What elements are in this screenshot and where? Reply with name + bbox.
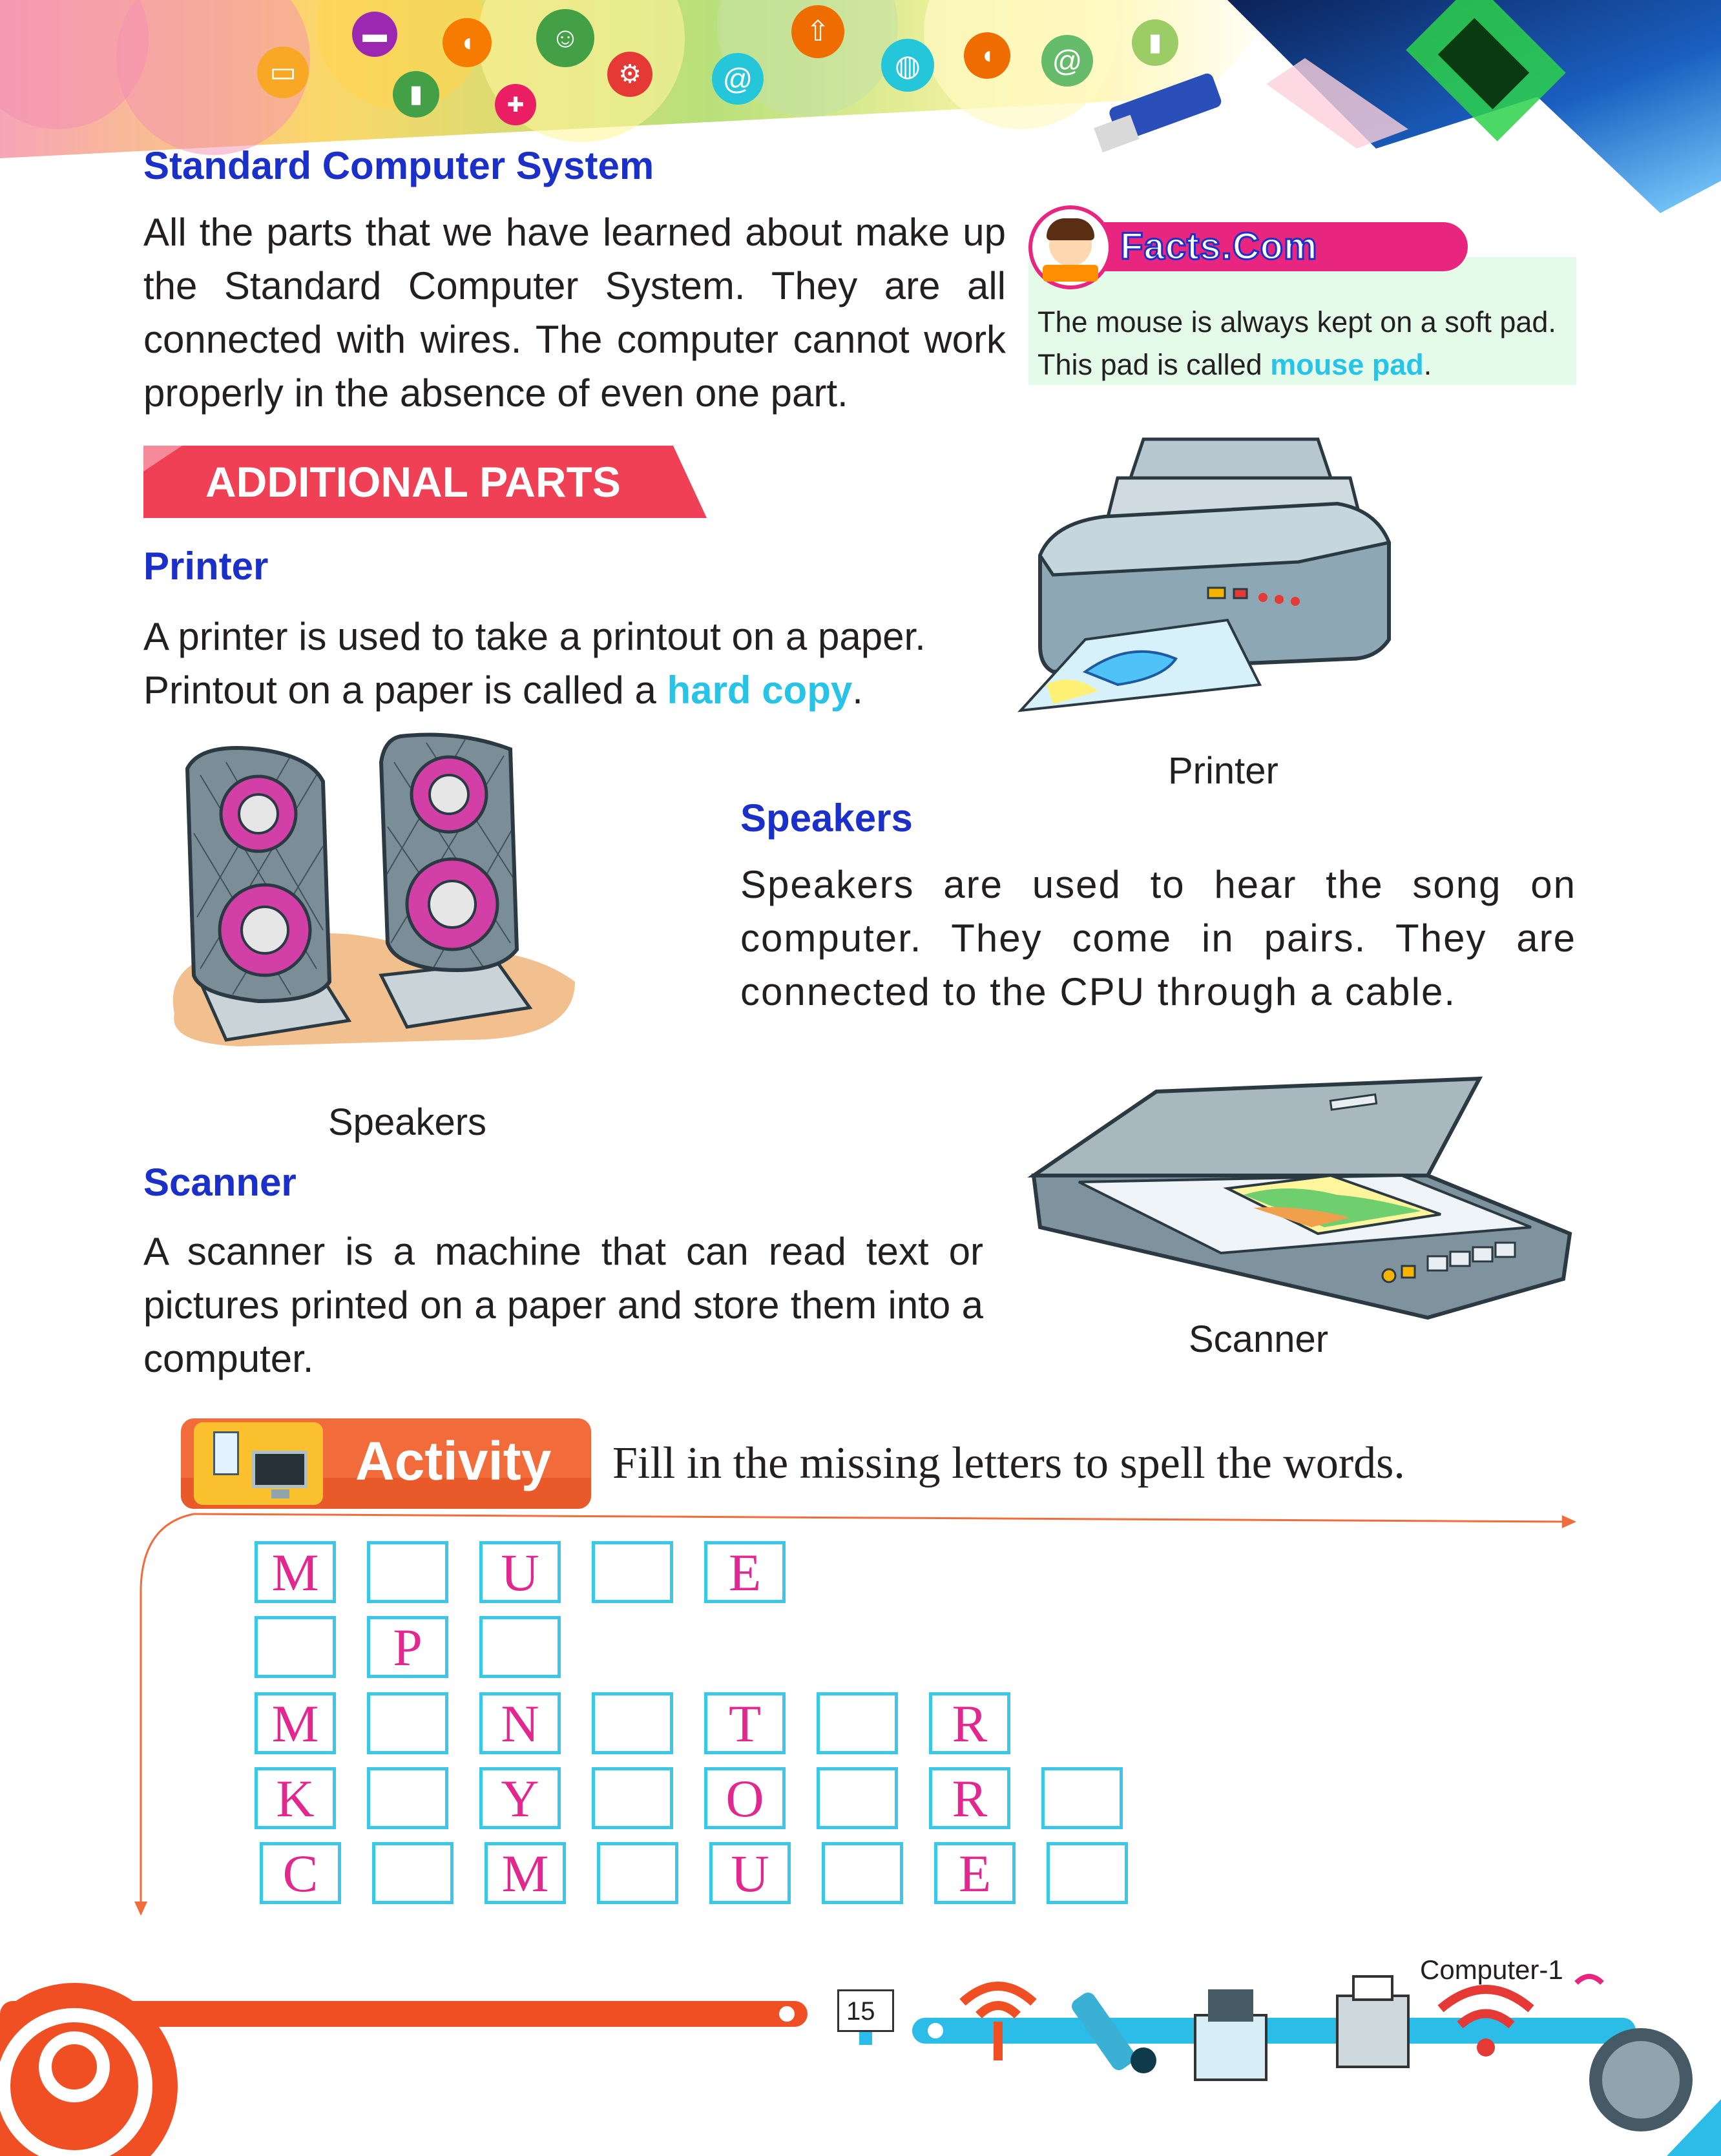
speakers-paragraph: Speakers are used to hear the song on computer. They come in pairs. They are connected to the CPU through a cable.: [740, 863, 1576, 1013]
grid-cell: E: [704, 1541, 786, 1603]
bar-chart-icon: ▮: [393, 71, 439, 118]
grid-cell: C: [260, 1842, 341, 1904]
mouse-icon: ◖: [443, 18, 492, 67]
chart-icon: ▮: [1132, 19, 1178, 66]
grid-cell: T: [704, 1692, 786, 1754]
additional-parts-banner-label: ADDITIONAL PARTS: [205, 458, 621, 506]
grid-cell: M: [255, 1692, 336, 1754]
grid-cell: E: [934, 1842, 1016, 1904]
facts-text-main: The mouse is always kept on a soft pad. This pad is called: [1038, 306, 1556, 381]
printer-text-end: .: [852, 669, 863, 712]
grid-cell: Y: [479, 1767, 561, 1829]
standard-computer-system-paragraph: All the parts that we have learned about make up the Standard Computer System. They are all connected with wires. The computer cannot work properly in the absence of even one part.: [143, 211, 1006, 415]
mouse-icon-2: ◖: [964, 32, 1010, 79]
grid-cell: K: [255, 1767, 336, 1829]
network-people-icon: ☺: [536, 9, 594, 67]
gears-icon: ⚙: [607, 52, 652, 97]
at-sign-icon: @: [712, 53, 764, 105]
scanner-paragraph: A scanner is a machine that can read text or pictures printed on a paper and store them into a computer.: [143, 1230, 983, 1380]
grid-cell: R: [929, 1767, 1010, 1829]
speakers-caption: Speakers: [328, 1101, 487, 1143]
folder-icon: ▬: [352, 12, 397, 57]
printer-caption: Printer: [1168, 750, 1278, 792]
grid-cell: R: [929, 1692, 1010, 1754]
upload-icon: ⇧: [791, 5, 844, 58]
globe-icon: ◍: [881, 39, 934, 92]
printer-highlight-hard-copy: hard copy: [667, 669, 853, 712]
section-heading-standard-computer-system: Standard Computer System: [143, 144, 654, 187]
printer-text-main: A printer is used to take a printout on a paper. Printout on a paper is called a: [143, 615, 926, 712]
section-heading-printer: Printer: [143, 544, 269, 588]
facts-highlight-mouse-pad: mouse pad: [1270, 348, 1424, 381]
grid-cell: U: [479, 1541, 561, 1603]
grid-cell: P: [367, 1616, 448, 1678]
at-sign-icon-2: @: [1041, 35, 1093, 87]
scanner-caption: Scanner: [1189, 1318, 1329, 1360]
grid-cell: M: [485, 1842, 566, 1904]
footer-decoration: [0, 1951, 1721, 2156]
section-heading-scanner: Scanner: [143, 1161, 297, 1204]
grid-cell: N: [479, 1692, 561, 1754]
facts-text-end: .: [1423, 348, 1432, 381]
page-number: 15: [846, 1997, 875, 2026]
grid-cell: O: [704, 1767, 786, 1829]
grid-cell: M: [255, 1541, 336, 1603]
facts-badge-label: Facts.Com: [1120, 225, 1318, 267]
activity-label: Activity: [355, 1431, 552, 1491]
book-label: Computer-1: [1420, 1954, 1563, 1985]
section-heading-speakers: Speakers: [740, 796, 913, 840]
page-number-stand: [859, 2032, 872, 2045]
gamepad-icon: ✚: [495, 84, 536, 125]
monitor-icon: ▭: [257, 47, 309, 98]
grid-cell: U: [709, 1842, 791, 1904]
activity-instruction: Fill in the missing letters to spell the words.: [612, 1438, 1405, 1488]
